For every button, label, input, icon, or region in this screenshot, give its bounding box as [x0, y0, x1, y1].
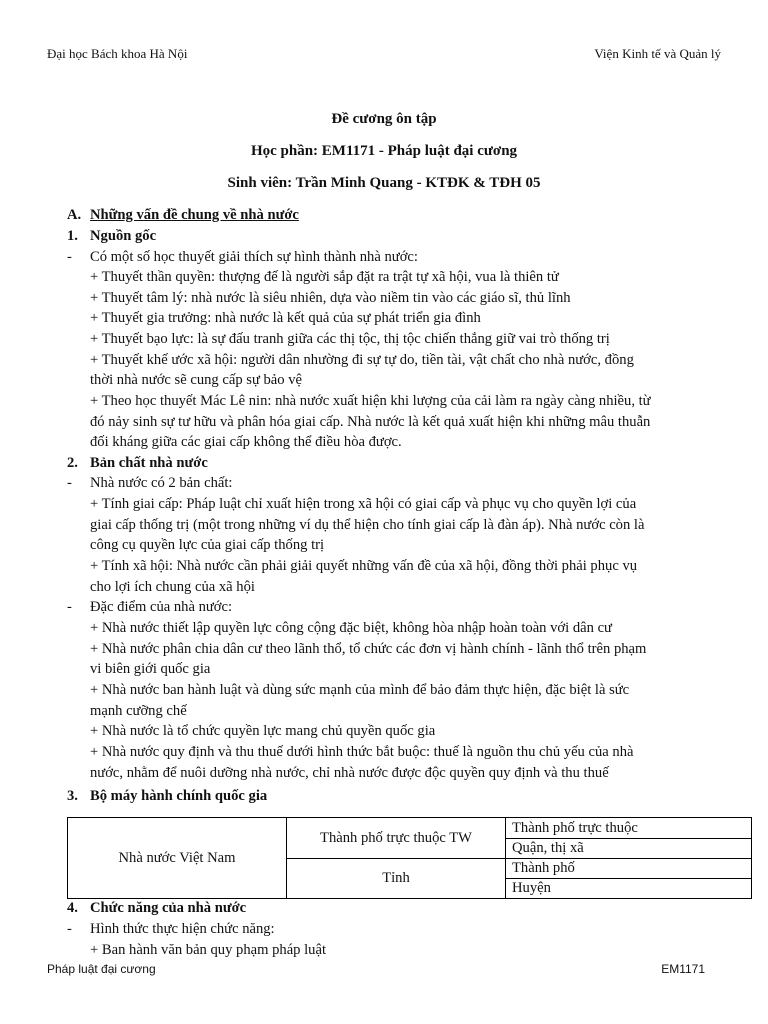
s1-line: + Theo học thuyết Mác Lê nin: nhà nước xuất hiện khi lượng của cải làm ra ngày càng nhiều, từ	[90, 393, 651, 409]
s4-line: + Ban hành văn bản quy phạm pháp luật	[90, 942, 327, 958]
course-title: Học phần: EM1171 - Pháp luật đại cương	[250, 143, 518, 159]
s1-line: + Thuyết bạo lực: là sự đấu tranh giữa các thị tộc, thị tộc chiến thắng giữ vai trò thống trị	[90, 331, 610, 347]
section-a-heading: Những vấn đề chung về nhà nước	[90, 207, 299, 223]
s2-line: công cụ quyền lực của giai cấp thống trị	[90, 537, 325, 553]
s3-marker: 3.	[67, 788, 78, 804]
s4-heading: Chức năng của nhà nước	[90, 900, 247, 916]
s2-line: + Nhà nước thiết lập quyền lực công cộng đặc biệt, không hòa nhập hoàn toàn với dân cư	[90, 620, 612, 636]
s2-bullet-1: Nhà nước có 2 bản chất:	[90, 475, 233, 491]
s2-line: + Nhà nước ban hành luật và dùng sức mạnh của mình để bảo đảm thực hiện, đặc biệt là sức	[90, 682, 630, 698]
s2-line: cho lợi ích chung của xã hội	[90, 579, 255, 595]
s2-line: nước, nhằm để nuôi dưỡng nhà nước, chỉ nhà nước được độc quyền quy định và thu thuế	[90, 765, 609, 781]
table-cell-leaf: Quận, thị xã	[506, 839, 752, 859]
s2-line: giai cấp thống trị (một trong những ví dụ thể hiện cho tính giai cấp là đàn áp). Nhà nước còn là	[90, 517, 645, 533]
s2-line: + Tính giai cấp: Pháp luật chỉ xuất hiện trong xã hội có giai cấp và phục vụ cho quyền lợi của	[90, 496, 637, 512]
s2-marker: 2.	[67, 455, 78, 471]
footer-course-name: Pháp luật đại cương	[47, 962, 156, 976]
s1-line: thời nhà nước sẽ cung cấp sự bảo vệ	[90, 372, 302, 388]
s4-marker: 4.	[67, 900, 78, 916]
bullet-dash: -	[67, 475, 72, 491]
footer-course-code: EM1171	[661, 962, 705, 976]
s1-marker: 1.	[67, 228, 78, 244]
bullet-dash: -	[67, 599, 72, 615]
s1-bullet: Có một số học thuyết giải thích sự hình thành nhà nước:	[90, 249, 418, 265]
section-a-marker: A.	[67, 207, 82, 223]
table-cell-leaf: Huyện	[506, 879, 752, 899]
s1-line: + Thuyết tâm lý: nhà nước là siêu nhiên, dựa vào niềm tin vào các giáo sĩ, thủ lĩnh	[90, 290, 571, 306]
admin-structure-table	[67, 817, 752, 899]
s2-line: + Nhà nước là tổ chức quyền lực mang chủ quyền quốc gia	[90, 723, 436, 739]
table-cell-province: Tỉnh	[287, 859, 506, 899]
bullet-dash: -	[67, 921, 72, 937]
s2-bullet-2: Đặc điểm của nhà nước:	[90, 599, 233, 615]
s1-line: đó nảy sinh sự tư hữu và phân hóa giai cấp. Nhà nước là kết quả xuất hiện khi những mâu thuẫn	[90, 414, 651, 430]
s2-line: + Nhà nước quy định và thu thuế dưới hình thức bắt buộc: thuế là nguồn thu chủ yếu của nhà	[90, 744, 634, 760]
s1-heading: Nguồn gốc	[90, 228, 157, 244]
document-title: Đề cương ôn tập	[331, 111, 437, 127]
s1-line: + Thuyết thần quyền: thượng đế là người sắp đặt ra trật tự xã hội, vua là thiên tử	[90, 269, 559, 285]
s1-line: đối kháng giữa các giai cấp không thể điều hòa được.	[90, 434, 402, 450]
s2-heading: Bản chất nhà nước	[90, 455, 208, 471]
s4-bullet: Hình thức thực hiện chức năng:	[90, 921, 275, 937]
s2-line: mạnh cưỡng chế	[90, 703, 187, 719]
header-department: Viện Kinh tế và Quản lý	[594, 46, 721, 61]
table-cell-root: Nhà nước Việt Nam	[68, 818, 287, 899]
s2-line: vi biên giới quốc gia	[90, 661, 211, 677]
header-institution: Đại học Bách khoa Hà Nội	[47, 46, 188, 61]
s1-line: + Thuyết khế ước xã hội: người dân nhường đi sự tự do, tiền tài, vật chất cho nhà nước, đồng	[90, 352, 634, 368]
s2-line: + Nhà nước phân chia dân cư theo lãnh thổ, tổ chức các đơn vị hành chính - lãnh thổ trên phạm	[90, 641, 647, 657]
s1-line: + Thuyết gia trưởng: nhà nước là kết quả của sự phát triển gia đình	[90, 310, 481, 326]
student-line: Sinh viên: Trần Minh Quang - KTĐK & TĐH 05	[227, 175, 541, 191]
table-cell-central-city: Thành phố trực thuộc TW	[287, 818, 506, 859]
table-cell-leaf: Thành phố	[506, 859, 752, 879]
s2-line: + Tính xã hội: Nhà nước cần phải giải quyết những vấn đề của xã hội, đồng thời phải phục vụ	[90, 558, 638, 574]
table-cell-leaf: Thành phố trực thuộc	[506, 818, 752, 839]
s3-heading: Bộ máy hành chính quốc gia	[90, 788, 268, 804]
bullet-dash: -	[67, 249, 72, 265]
